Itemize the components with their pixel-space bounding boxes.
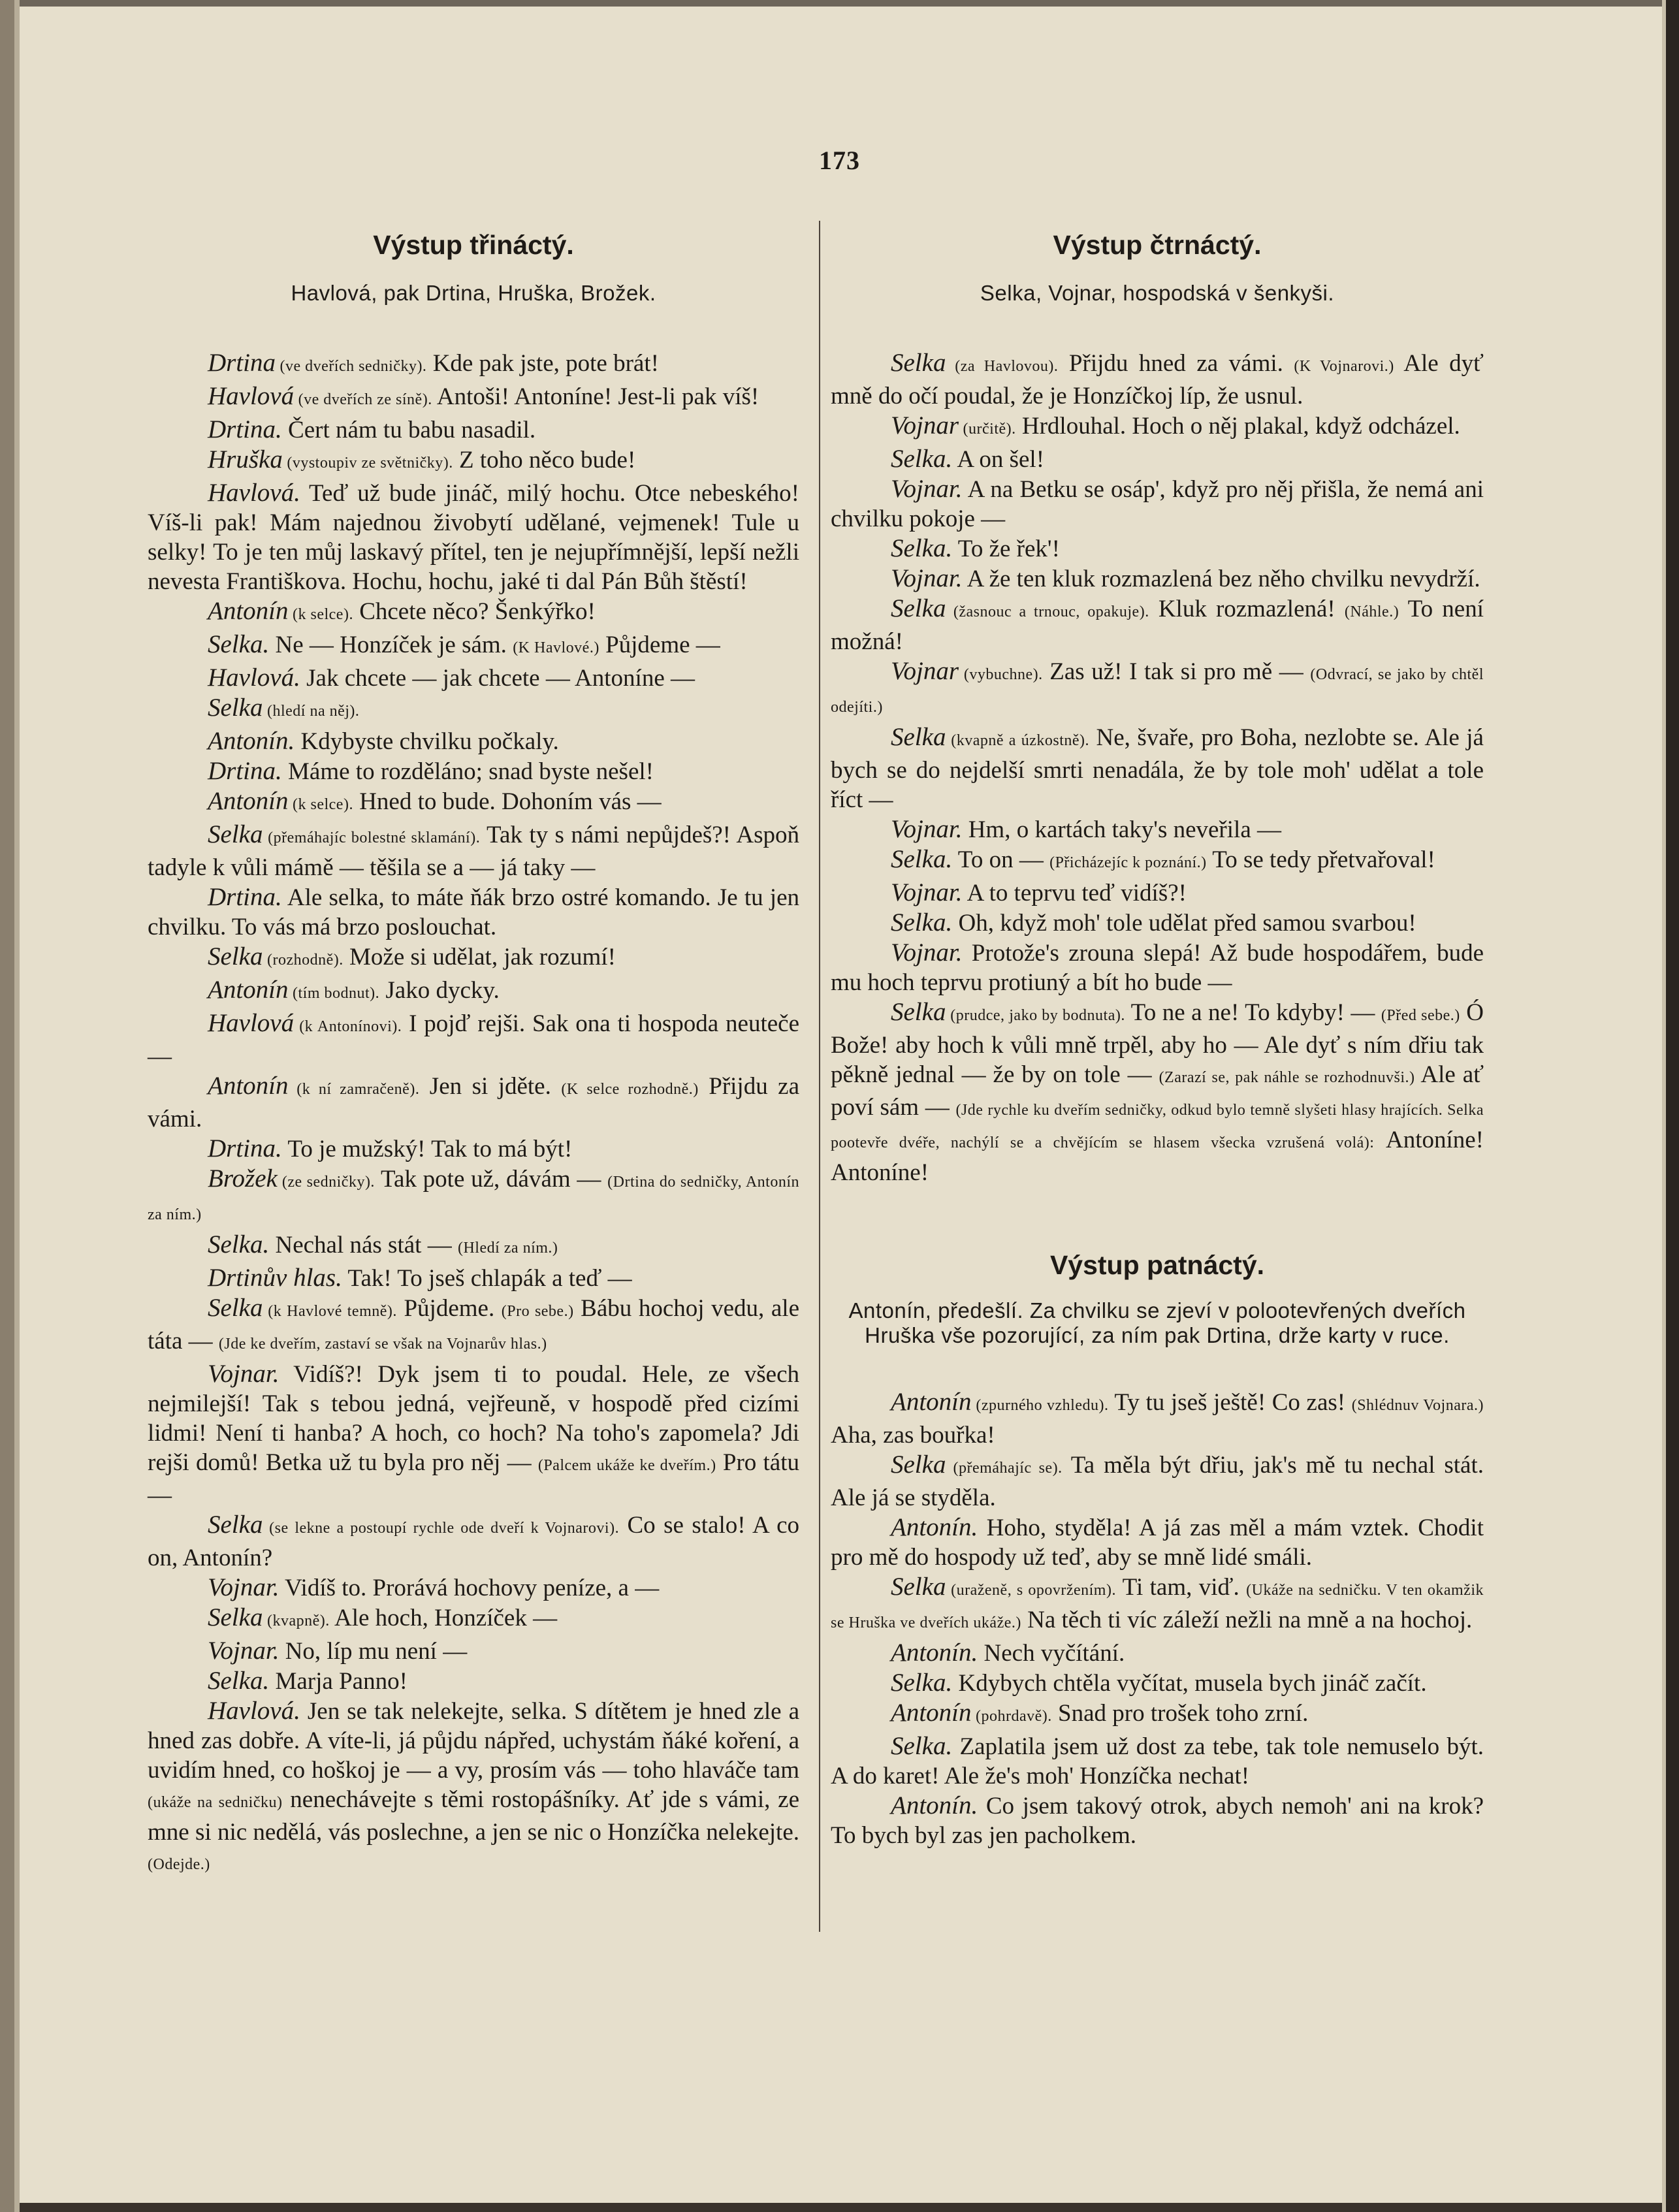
speech-text: Z toho něco bude! [453, 447, 636, 473]
binding-shadow [14, 0, 20, 2212]
speaker-name: Selka. [208, 1667, 270, 1695]
page-number: 173 [819, 146, 860, 175]
speech-text: To že řek'! [952, 536, 1060, 562]
speaker-name: Havlová. [208, 1697, 300, 1725]
stage-direction: (Jde rychle ku dveřím sedničky, odkud bylo temně slyšeti hlasy hrajících. Selka pootevře dvéře, nachýlí se a chvějícím se hlasem všecka vzrušená volá): [831, 1102, 1484, 1151]
speech-text: A na Betku se osáp', když pro něj přišla, že nemá ani chvilku pokoje — [831, 476, 1484, 532]
speech-line [831, 594, 1484, 656]
speaker-name: Selka [208, 1511, 263, 1539]
speaker-name: Vojnar. [208, 1637, 280, 1665]
speaker-name: Selka. [891, 445, 953, 473]
left-column [148, 229, 799, 1880]
speech-text: Hned to bude. Dohoním vás — [353, 788, 662, 815]
speaker-name: Vojnar [891, 657, 959, 685]
speech-text: Jen se tak nelekejte, selka. S dítětem je hned zle a hned zas dobře. A víte-li, já půjdu nápřed, uchystám ňáké koření, a uvidím hned, co hoškoj je — a vy, prosím vás — toho hlaváče tam [148, 1698, 799, 1784]
speaker-name: Havlová. [208, 479, 300, 507]
speech-text: Chcete něco? Šenkýřko! [353, 598, 596, 625]
speaker-name: Antonín [208, 597, 289, 625]
speech-text: Půjdeme. [396, 1295, 502, 1322]
speech-line [831, 656, 1484, 722]
speech-line [148, 1666, 799, 1696]
speaker-name: Antonín [208, 1072, 289, 1100]
speaker-name: Selka [208, 1294, 263, 1322]
stage-direction: (K Havlové.) [513, 639, 600, 656]
speech-text: I pojď rejši. Sak ona ti hospoda neuteče — [148, 1010, 799, 1070]
speaker-name: Vojnar. [208, 1573, 280, 1601]
speaker-name: Selka. [891, 845, 953, 873]
stage-direction: (se lekne a postoupí rychle ode dveří k Vojnarovi). [263, 1520, 620, 1537]
speech-text: Može si udělat, jak rozumí! [343, 944, 616, 970]
stage-direction: (ukáže na sedničku) [148, 1794, 283, 1811]
speaker-name: Havlová [208, 382, 295, 410]
stage-direction: (Zarazí se, pak náhle se rozhodnuvši.) [1159, 1069, 1415, 1086]
speech-line [831, 844, 1484, 878]
speech-text: Co se stalo! A co on, Antonín? [148, 1512, 799, 1571]
speech-line [831, 722, 1484, 814]
speech-text: Bábu hochoj vedu, ale táta — [148, 1295, 799, 1354]
speech-text: Jen si jděte. [419, 1073, 562, 1100]
speech-text: Ta měla být dřiu, jak's mě tu nechal stát. Ale já se styděla. [831, 1452, 1484, 1511]
speech-text: nenechávejte s těmi rostopášníky. Ať jde s vámi, ze mne si nic nedělá, vás poslechne, a jen se nic o Honzíčka nelekejte. [148, 1786, 800, 1846]
stage-direction: (uraženě, s opovržením). [946, 1582, 1116, 1599]
speech-text: Hoho, styděla! A já zas měl a mám vztek. Chodit pro mě do hospody už teď, aby se mně lidé smáli. [831, 1515, 1484, 1571]
speech-line [831, 1791, 1484, 1850]
speech-line [148, 1573, 799, 1603]
speech-text: Kdybyste chvilku počkaly. [295, 728, 559, 755]
speech-line [831, 997, 1484, 1187]
speaker-name: Antonín. [891, 1513, 978, 1541]
stage-direction: (za Havlovou). [946, 358, 1059, 375]
speech-text: Zaplatila jsem už dost za tebe, tak tole nemuselo být. A do karet! Ale že's moh' Honzíčka nechat! [831, 1733, 1484, 1789]
speech-text: Kdybych chtěla vyčítat, musela bych jináč začít. [952, 1670, 1427, 1697]
speech-text: Přijdu hned za vámi. [1058, 350, 1294, 377]
stage-direction: (žasnouc a trnouc, opakuje). [946, 603, 1149, 620]
speaker-name: Selka. [208, 630, 270, 658]
stage-direction: (k selce). [288, 796, 353, 813]
speech-line [148, 1636, 799, 1666]
right-edge [1666, 0, 1679, 2212]
cast-list-14: Selka, Vojnar, hospodská v šenkyši. [980, 281, 1335, 305]
speaker-name: Selka [208, 1603, 263, 1631]
speech-text: A on šel! [952, 446, 1045, 473]
speaker-name: Vojnar. [208, 1360, 280, 1388]
speaker-name: Drtina. [208, 415, 282, 443]
speech-line [831, 564, 1484, 594]
speaker-name: Selka [891, 1451, 946, 1479]
speech-line [148, 1008, 799, 1071]
speaker-name: Vojnar. [891, 475, 963, 503]
speech-text: Tak ty s námi nepůjdeš?! Aspoň tadyle k vůli mámě — těšila se a — já taky — [148, 822, 800, 881]
speaker-name: Selka. [891, 1669, 953, 1697]
speaker-name: Brožek [208, 1164, 278, 1193]
stage-direction: (K selce rozhodně.) [561, 1081, 699, 1098]
speech-line [831, 1638, 1484, 1668]
speaker-name: Antonín [891, 1388, 972, 1416]
speech-line [148, 1359, 799, 1510]
speech-text: Protože's zrouna slepá! Až bude hospodářem, bude mu hoch teprvu protiuný a bít ho bude — [831, 940, 1484, 996]
speech-text: Ne, švaře, pro Boha, nezlobte se. Ale já bych se do nejdelší smrti nenadála, že by tole moh' udělat a tole říct — [831, 724, 1484, 813]
speech-line [148, 1293, 799, 1359]
column-divider [819, 221, 820, 1932]
speaker-name: Antonín [208, 787, 289, 815]
speech-text: Tak! To jseš chlapák a teď — [342, 1265, 632, 1292]
speech-list-right [831, 348, 1484, 1187]
speech-text: Zas už! I tak si pro mě — [1042, 658, 1311, 685]
stage-direction: (k selce). [288, 606, 353, 623]
speech-text: Nech vyčítání. [978, 1640, 1125, 1667]
speech-line [148, 942, 799, 975]
speech-text: Ó Bože! aby hoch k vůli mně trpěl, aby ho — Ale dyť s ním dřiu tak pěkně jednal — že by on tole — [831, 999, 1484, 1088]
speech-text: A že ten kluk rozmazlená bez něho chvilku nevydrží. [962, 566, 1480, 592]
speech-line [831, 444, 1484, 474]
speech-line [831, 1668, 1484, 1698]
stage-direction: (kvapně a úzkostně). [946, 732, 1090, 749]
book-binding [0, 0, 14, 2212]
speaker-name: Selka [891, 723, 946, 751]
stage-direction: (Drtina do sedničky, Antonín za ním.) [148, 1174, 799, 1223]
stage-direction: (rozhodně). [263, 952, 344, 969]
speech-text: Co jsem takový otrok, abych nemoh' ani na krok? To bych byl zas jen pacholkem. [831, 1793, 1484, 1849]
stage-direction: (Náhle.) [1344, 603, 1399, 620]
speaker-name: Selka. [891, 534, 953, 562]
stage-direction: (vybuchne). [959, 666, 1043, 683]
speech-list-left [148, 348, 799, 1880]
speech-text: Pro tátu — [148, 1449, 800, 1509]
scene-title-14: Výstup čtrnáctý. [1053, 230, 1262, 260]
speech-line [148, 975, 799, 1008]
right-column [831, 229, 1484, 1850]
speech-text: Antoníne! Antoníne! [831, 1127, 1484, 1186]
bottom-edge [20, 2203, 1662, 2212]
speech-text: Vidíš?! Dyk jsem ti to poudal. Hele, ze všech nejmilejší! Tak s tebou jedná, vejřeuně, v hospodě před cizími lidmi! Není ti hanba? A hoch, co hoch? Na toho's zapomela? Jdi rejši domů! Betka už tu byla pro něj — [148, 1361, 799, 1476]
speaker-name: Vojnar. [891, 878, 963, 906]
speaker-name: Drtina. [208, 1134, 282, 1162]
stage-direction: (Před sebe.) [1381, 1007, 1460, 1024]
speech-text: To se tedy přetvařoval! [1206, 846, 1435, 873]
scene-title-15: Výstup patnáctý. [1049, 1250, 1265, 1280]
speech-line [831, 411, 1484, 444]
stage-direction: (kvapně). [263, 1612, 330, 1629]
scene-gap [831, 1187, 1484, 1249]
speech-line [831, 908, 1484, 938]
speech-line [148, 1696, 799, 1880]
speech-line [148, 786, 799, 820]
speaker-name: Vojnar. [891, 564, 963, 592]
stage-direction: (Ukáže na sedničku. V ten okamžik se Hruška ve dveřích ukáže.) [831, 1582, 1484, 1631]
speaker-name: Vojnar. [891, 938, 963, 967]
stage-direction: (Hledí za ním.) [457, 1240, 558, 1257]
speech-text: Tak pote už, dávám — [374, 1166, 608, 1193]
speaker-name: Antonín. [208, 727, 295, 755]
speaker-name: Vojnar [891, 411, 959, 440]
stage-direction: (ze sedničky). [277, 1174, 375, 1191]
speaker-name: Vojnar. [891, 815, 963, 843]
stage-direction: (Jde ke dveřím, zastaví se však na Vojnarův hlas.) [218, 1336, 547, 1353]
speech-text: Ale hoch, Honzíček — [329, 1605, 558, 1631]
speaker-name: Selka [891, 998, 946, 1026]
speech-line [148, 726, 799, 756]
speaker-name: Selka. [208, 1230, 270, 1258]
speech-line [831, 1731, 1484, 1791]
speech-line [148, 1230, 799, 1263]
speech-text: Na těch ti víc záleží nežli na mně a na hochoj. [1021, 1607, 1473, 1633]
stage-direction: (vystoupiv ze světničky). [282, 455, 453, 472]
speech-line [148, 1263, 799, 1293]
speech-line [148, 596, 799, 630]
speaker-name: Selka [208, 942, 263, 970]
speech-text: Marja Panno! [269, 1668, 408, 1695]
speech-text: Nechal nás stát — [269, 1232, 458, 1258]
speaker-name: Antonín [208, 976, 289, 1004]
stage-direction: (k Antonínovi). [294, 1018, 402, 1035]
stage-direction: (Palcem ukáže ke dveřím.) [537, 1457, 716, 1474]
scene-title-13: Výstup třináctý. [373, 230, 574, 260]
speaker-name: Drtina. [208, 883, 282, 911]
speaker-name: Havlová [208, 1009, 295, 1037]
speech-text: Oh, když moh' tole udělat před samou svarbou! [952, 910, 1416, 937]
stage-direction: (k Havlové temně). [263, 1303, 397, 1320]
speech-line [148, 663, 799, 693]
speech-text: Vidíš to. Prorává hochovy peníze, a — [279, 1575, 660, 1601]
speaker-name: Antonín. [891, 1639, 978, 1667]
speech-text: Hm, o kartách taky's neveřila — [962, 816, 1281, 843]
speech-line [148, 1510, 799, 1573]
speech-text: Snad pro trošek toho zrní. [1051, 1700, 1309, 1727]
stage-direction: (Odvrací, se jako by chtěl odejíti.) [831, 666, 1484, 716]
speech-line [148, 1071, 799, 1134]
speech-text: Přijdu za vámi. [148, 1073, 800, 1132]
speech-line [148, 630, 799, 663]
speech-text: Ale dyť mně do očí poudal, že je Honzíčkoj líp, že usnul. [831, 350, 1484, 409]
speech-list-right-2 [831, 1387, 1484, 1850]
speech-line [148, 348, 799, 381]
speech-text: To není možná! [831, 596, 1484, 655]
speech-text: Ti tam, viď. [1115, 1574, 1247, 1601]
speaker-name: Selka [891, 1573, 946, 1601]
speech-text: To ne a ne! To kdyby! — [1125, 999, 1381, 1026]
speech-line [148, 1134, 799, 1164]
speaker-name: Antonín [891, 1699, 972, 1727]
speech-text: Teď už bude jináč, milý hochu. Otce nebeského! Víš-li pak! Mám najednou živobytí udělané, vejmenek! Tule u selky! To je ten můj laskavý přítel, ten je nejupřímnější, lepší nežli nevesta Františkova. Hochu, hochu, jaké ti dal Pán Bůh štěstí! [148, 480, 799, 595]
speech-line [148, 756, 799, 786]
stage-direction: (tím bodnut). [288, 985, 380, 1002]
speaker-name: Selka. [891, 908, 953, 937]
stage-direction: (Přicházejíc k poznání.) [1049, 854, 1207, 871]
speech-text: To je mužský! Tak to má být! [281, 1136, 573, 1162]
speech-line [148, 478, 799, 596]
speaker-name: Drtinův hlas. [208, 1264, 342, 1292]
speech-text: No, líp mu není — [279, 1638, 468, 1665]
speech-line [831, 938, 1484, 997]
speech-text: Ale selka, to máte ňák brzo ostré komando. Je tu jen chvilku. To vás má brzo poslouchat. [148, 884, 799, 940]
speech-text: Kluk rozmazlená! [1149, 596, 1345, 622]
speech-text: Ty tu jseš ještě! Co zas! [1108, 1389, 1352, 1416]
speaker-name: Selka. [891, 1732, 953, 1760]
speech-line [148, 820, 799, 882]
speech-text: Půjdeme — [599, 632, 720, 658]
stage-direction: (prudce, jako by bodnuta). [946, 1007, 1125, 1024]
stage-direction: (k ní zamračeně). [288, 1081, 420, 1098]
speech-text: Kde pak jste, pote brát! [426, 350, 659, 377]
stage-direction: (hledí na něj). [263, 703, 360, 720]
top-edge [20, 0, 1662, 7]
speech-line [831, 1387, 1484, 1450]
speaker-name: Drtina [208, 349, 276, 377]
speech-line [148, 1603, 799, 1636]
speech-line [148, 381, 799, 415]
speech-line [148, 693, 799, 726]
speech-line [148, 882, 799, 942]
speech-line [831, 1513, 1484, 1572]
speech-line [148, 445, 799, 478]
speech-text: A to teprvu teď vidíš?! [962, 880, 1187, 906]
cast-list-15: Antonín, předešlí. Za chvilku se zjeví v polootevřených dveřích Hruška vše pozorující, za ním pak Drtina, drže karty v ruce. [848, 1298, 1466, 1347]
stage-direction: (určitě). [959, 421, 1016, 438]
speaker-name: Selka [891, 594, 946, 622]
cast-list-13: Havlová, pak Drtina, Hruška, Brožek. [291, 281, 656, 305]
speech-text: To on — [952, 846, 1050, 873]
stage-direction: (Shlédnuv Vojnara.) [1351, 1397, 1484, 1414]
speech-line [831, 1698, 1484, 1731]
speaker-name: Havlová. [208, 664, 300, 692]
speech-line [148, 415, 799, 445]
speaker-name: Selka [208, 820, 263, 848]
stage-direction: (ve dveřích ze síně). [294, 391, 432, 408]
stage-direction: (Pro sebe.) [501, 1303, 574, 1320]
speech-line [831, 348, 1484, 411]
speech-text: Jak chcete — jak chcete — Antoníne — [300, 665, 695, 692]
speech-line [831, 1572, 1484, 1638]
stage-direction: (ve dveřích sedničky). [276, 358, 427, 375]
speaker-name: Hruška [208, 445, 283, 473]
stage-direction: (pohrdavě). [971, 1708, 1052, 1725]
stage-direction: (Odejde.) [148, 1856, 210, 1873]
stage-direction: (přemáhajíc se). [946, 1460, 1063, 1477]
speech-text: Čert nám tu babu nasadil. [281, 417, 536, 443]
speaker-name: Drtina. [208, 757, 282, 785]
speech-text: Antoši! Antoníne! Jest-li pak víš! [432, 383, 760, 410]
speech-line [831, 878, 1484, 908]
speech-text: Máme to rozděláno; snad byste nešel! [281, 758, 654, 785]
speech-line [831, 1450, 1484, 1513]
speech-line [148, 1164, 799, 1230]
speech-text: Hrdlouhal. Hoch o něj plakal, když odcházel. [1015, 413, 1460, 440]
stage-direction: (K Vojnarovi.) [1294, 358, 1394, 375]
speech-text: Jako dycky. [379, 977, 500, 1004]
speaker-name: Selka [208, 694, 263, 722]
speech-text: Aha, zas bouřka! [831, 1422, 995, 1449]
speech-text: Ale ať poví sám — [831, 1061, 1484, 1121]
speech-line [831, 814, 1484, 844]
speaker-name: Selka [891, 349, 946, 377]
speech-line [831, 534, 1484, 564]
stage-direction: (zpurného vzhledu). [971, 1397, 1109, 1414]
speech-line [831, 474, 1484, 534]
speech-text: Ne — Honzíček je sám. [269, 632, 513, 658]
stage-direction: (přemáhajíc bolestné sklamání). [263, 829, 481, 846]
speaker-name: Antonín. [891, 1791, 978, 1819]
